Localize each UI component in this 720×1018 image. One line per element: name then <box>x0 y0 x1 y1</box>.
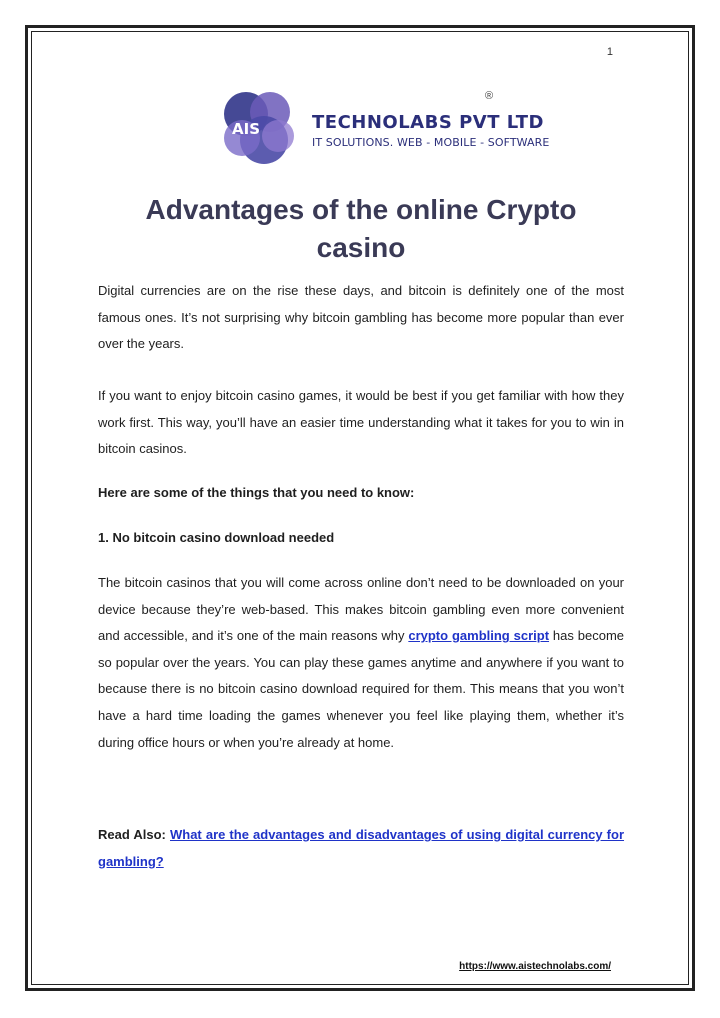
paragraph-no-download-part1: The bitcoin casinos that you will come across online don’t need to be downloaded on your device because they’re web-based. This makes bitcoin gambling even more convenient and accessible, and it’s one of the main reasons why <box>98 575 624 644</box>
page-title: Advantages of the online Crypto casino <box>145 194 577 263</box>
read-also-label: Read Also: <box>98 827 170 842</box>
logo-tagline: IT SOLUTIONS. WEB - MOBILE - SOFTWARE <box>312 136 550 149</box>
page-number: 1 <box>606 46 613 58</box>
logo-company-name: TECHNOLABS PVT LTD <box>312 112 544 133</box>
paragraph-no-download-part2: has become so popular over the years. You can play these games anytime and anywhere if you want to because there is no bitcoin casino download required for them. This means that you won’t have a hard time loading the games whenever you feel like playing them, whether it’s during office hours or when you’re already at home. <box>98 628 625 750</box>
read-also <box>98 822 624 875</box>
crypto-gambling-script-link[interactable]: crypto gambling script <box>408 628 550 644</box>
paragraph-enjoy: If you want to enjoy bitcoin casino games, it would be best if you get familiar with how they work first. This way, you’ll have an easier time understanding what it takes for you to win in bitcoin casinos. <box>98 388 624 457</box>
paragraph-no-download <box>98 570 624 756</box>
logo-badge: AIS <box>232 120 260 138</box>
subheading-things-to-know: Here are some of the things that you need to know: <box>98 485 415 500</box>
section-heading-no-download: 1. No bitcoin casino download needed <box>98 530 335 545</box>
registered-mark: ® <box>485 90 494 102</box>
footer-website-link[interactable]: https://www.aistechnolabs.com/ <box>459 961 611 972</box>
company-logo <box>220 86 550 170</box>
read-also-link[interactable]: What are the advantages and disadvantages of using digital currency for gambling? <box>98 827 625 869</box>
paragraph-intro: Digital currencies are on the rise these days, and bitcoin is definitely one of the most famous ones. It’s not surprising why bitcoin gambling has become more popular than ever over the years. <box>98 283 624 352</box>
